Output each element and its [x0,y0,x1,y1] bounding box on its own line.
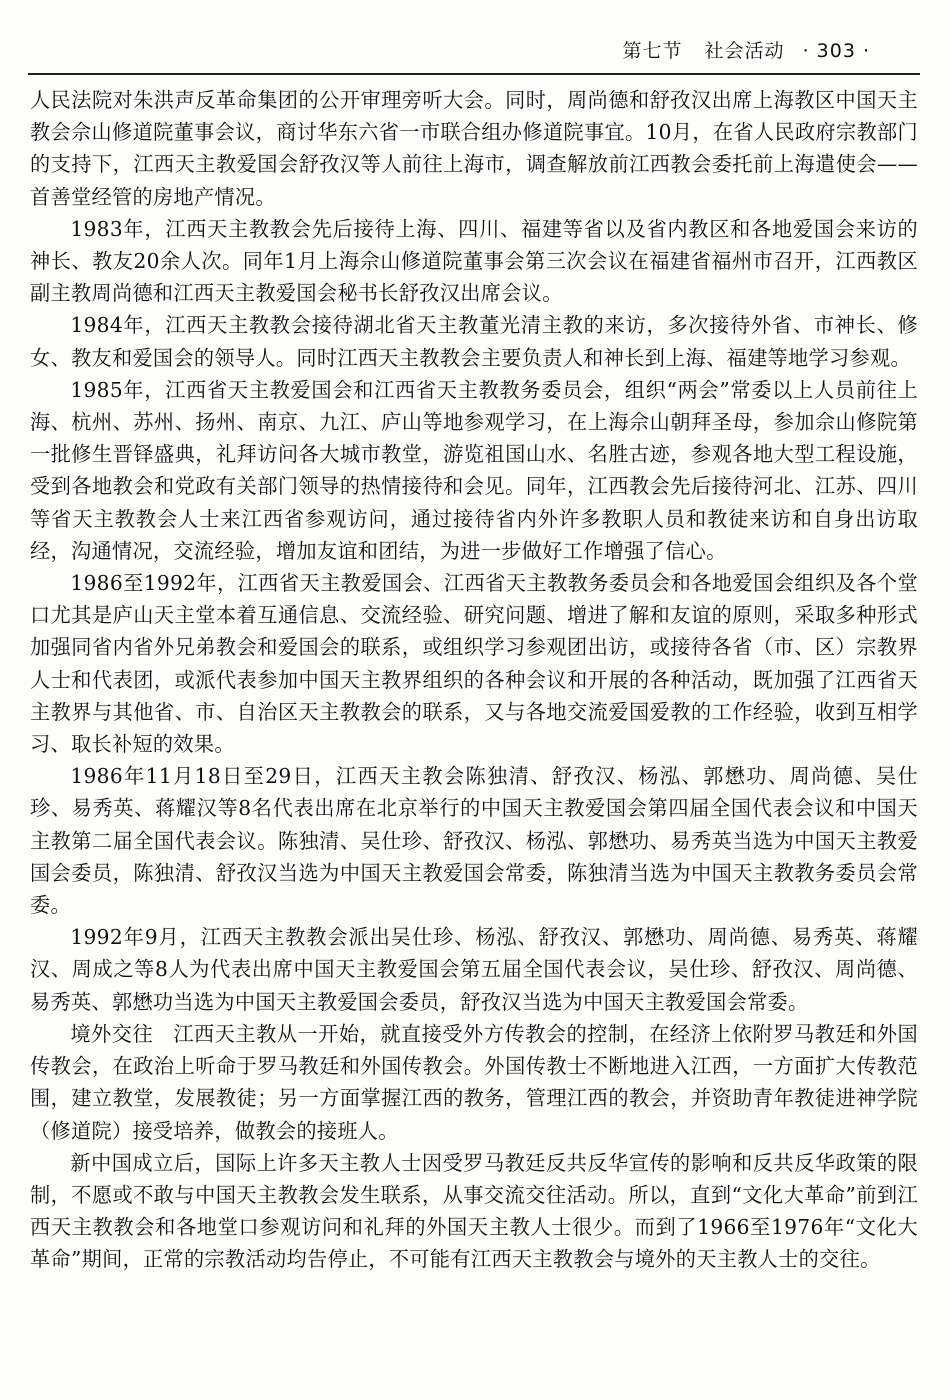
page-number: · 303 · [802,40,870,62]
paragraph-5: 1986至1992年，江西省天主教爱国会、江西省天主教教务委员会和各地爱国会组织及各个堂口尤其是庐山天主堂本着互通信息、交流经验、研究问题、增进了解和友谊的原则，采取多种形式加强同省内省外兄弟教会和爱国会的联系，或组织学习参观团出访，或接待各省（市、区）宗教界人士和代表团，或派代表参加中国天主教界组织的各种会议和开展的各种活动，既加强了江西省天主教界与其他省、市、自治区天主教教会的联系，又与各地交流爱国爱教的工作经验，收到互相学习、取长补短的效果。 [30,571,918,757]
body-text [30,84,918,1276]
paragraph-9: 新中国成立后，国际上许多天主教人士因受罗马教廷反共反华宣传的影响和反共反华政策的限制，不愿或不敢与中国天主教教会发生联系，从事交流交往活动。所以，直到“文化大革命”前到江西天主教教会和各地堂口参观访问和礼拜的外国天主教人士很少。而到了1966至1976年“文化大革命”期间，正常的宗教活动均告停止，不可能有江西天主教教会与境外的天主教人士的交往。 [30,1150,918,1272]
section-title: 社会活动 [704,40,785,62]
paragraph-3: 1984年，江西天主教教会接待湖北省天主教董光清主教的来访，多次接待外省、市神长、修女、教友和爱国会的领导人。同时江西天主教教会主要负责人和神长到上海、福建等地学习参观。 [30,313,918,370]
header-rule [28,73,920,75]
paragraph-7: 1992年9月，江西天主教教会派出吴仕珍、杨泓、舒孜汉、郭懋功、周尚德、易秀英、蒋耀汉、周成之等8人为代表出席中国天主教爱国会第五届全国代表会议，吴仕珍、舒孜汉、周尚德、易秀英、郭懋功当选为中国天主教爱国会委员，舒孜汉当选为中国天主教爱国会常委。 [30,925,918,1014]
running-header [623,36,870,63]
paragraph-1: 人民法院对朱洪声反革命集团的公开审理旁听大会。同时，周尚德和舒孜汉出席上海教区中国天主教会佘山修道院董事会议，商讨华东六省一市联合组办修道院事宜。10月，在省人民政府宗教部门的支持下，江西天主教爱国会舒孜汉等人前往上海市，调查解放前江西教会委托前上海遣使会——首善堂经管的房地产情况。 [30,88,918,209]
paragraph-6: 1986年11月18日至29日，江西天主教会陈独清、舒孜汉、杨泓、郭懋功、周尚德、吴仕珍、易秀英、蒋耀汉等8名代表出席在北京举行的中国天主教爱国会第四届全国代表会议和中国天主教第二届全国代表会议。陈独清、吴仕珍、舒孜汉、杨泓、郭懋功、易秀英当选为中国天主教爱国会委员，陈独清、舒孜汉当选为中国天主教爱国会常委，陈独清当选为中国天主教教务委员会常委。 [30,764,918,918]
subsection-term: 境外交往 [70,1021,154,1046]
paragraph-2: 1983年，江西天主教教会先后接待上海、四川、福建等省以及省内教区和各地爱国会来访的神长、教友20余人次。同年1月上海佘山修道院董事会第三次会议在福建省福州市召开，江西教区副主教周尚德和江西天主教爱国会秘书长舒孜汉出席会议。 [30,216,918,306]
section-number: 第七节 [622,40,683,62]
paragraph-8-text: 江西天主教从一开始，就直接受外方传教会的控制，在经济上依附罗马教廷和外国传教会，在政治上听命于罗马教廷和外国传教会。外国传教士不断地进入江西，一方面扩大传教范围，建立教堂，发展教徒；另一方面掌握江西的教务，管理江西的教会，并资助青年教徒进神学院（修道院）接受培养，做教会的接班人。 [30,1021,918,1143]
paragraph-8 [30,1018,918,1147]
paragraph-4: 1985年，江西省天主教爱国会和江西省天主教教务委员会，组织“两会”常委以上人员前往上海、杭州、苏州、扬州、南京、九江、庐山等地参观学习，在上海佘山朝拜圣母，参加佘山修院第一批修生晋铎盛典，礼拜访问各大城市教堂，游览祖国山水、名胜古迹，参观各地大型工程设施，受到各地教会和党政有关部门领导的热情接待和会见。同年，江西教会先后接待河北、江苏、四川等省天主教教会人士来江西省参观访问，通过接待省内外许多教职人员和教徒来访和自身出访取经，沟通情况，交流经验，增加友谊和团结，为进一步做好工作增强了信心。 [30,377,918,563]
